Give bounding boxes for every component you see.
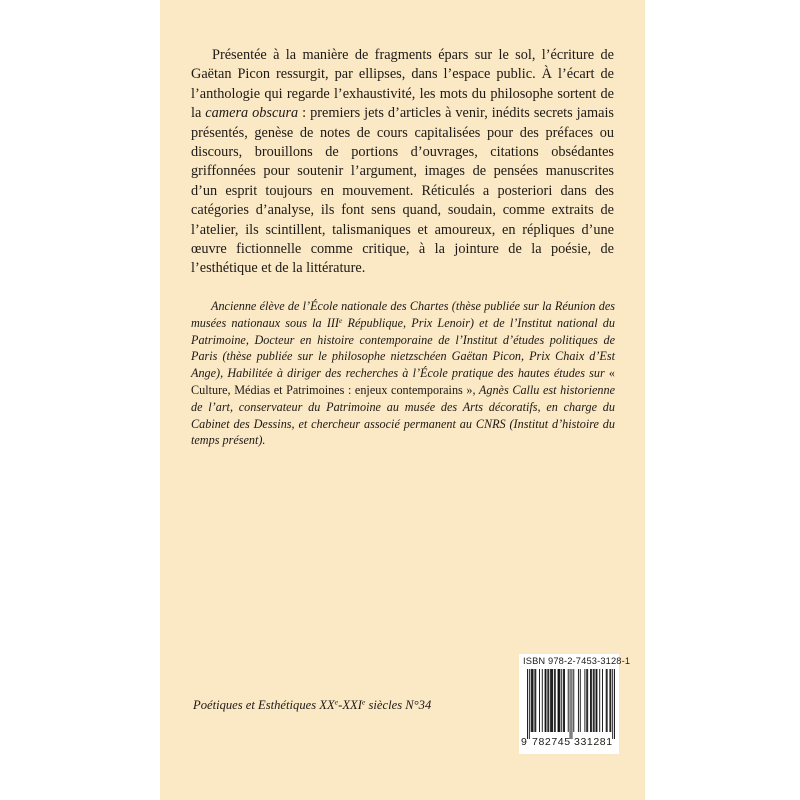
isbn-digit-lead: 9 (521, 736, 527, 748)
barcode-bar (606, 669, 607, 732)
barcode-bar (570, 669, 571, 739)
barcode-bar (555, 669, 556, 732)
bio-quote: « Culture, Médias et Patrimoines : enjeux contemporains » (191, 366, 615, 397)
barcode-bar (607, 669, 608, 732)
barcode-bar (573, 669, 574, 732)
barcode-bar (610, 669, 611, 732)
barcode-bar (558, 669, 559, 732)
barcode-bar (599, 669, 600, 732)
barcode-bar (547, 669, 548, 732)
barcode-bar (596, 669, 597, 732)
barcode-bar (551, 669, 552, 732)
barcode-bar (609, 669, 610, 732)
barcode-bar (550, 669, 551, 732)
barcode-bar (563, 669, 564, 732)
series-sup-2: e (361, 697, 366, 707)
author-bio-paragraph (191, 298, 615, 449)
isbn-digit-group-2: 331281 (574, 736, 613, 748)
barcode-bar (578, 669, 579, 732)
barcode-bar (535, 669, 536, 732)
barcode-bar (554, 669, 555, 732)
barcode-bar (539, 669, 540, 732)
barcode-bar (545, 669, 546, 732)
barcode-bar (559, 669, 560, 732)
blurb-paragraph (191, 46, 614, 279)
barcode-bar (602, 669, 603, 732)
bio-text-1: Ancienne élève de l’École nationale des Chartes (thèse publiée sur la Réunion des musées nationaux sous la III (191, 299, 615, 330)
barcode-bar (552, 669, 553, 732)
barcode-bar (533, 669, 534, 732)
barcode-bar (564, 669, 565, 732)
barcode-bar (558, 669, 559, 732)
barcode-bar (571, 669, 572, 739)
series-sup-1: e (334, 697, 339, 707)
barcode-bar (590, 669, 591, 732)
bio-superscript: e (339, 315, 343, 325)
blurb-text-1: Présentée à la manière de fragments épars sur le sol, l’écriture de Gaëtan Picon ressurgit, par ellipses, dans l’espace public. À l’écart de l’anthologie qui regarde l’exhaustivité, les mots du philosophe sortent de la (191, 47, 614, 122)
barcode-bar (612, 669, 613, 739)
barcode-bar (593, 669, 594, 732)
blurb-italic-term: camera obscura (205, 105, 299, 122)
barcode-image (527, 669, 615, 739)
barcode-bar (548, 669, 549, 732)
bio-text-2: République, Prix Lenoir) et de l’Institut national du Patrimoine, Docteur en histoire contemporaine de l’Institut d’études politiques de Paris (thèse publiée sur le philosophe nietzschéen Gaëtan Picon, Prix Chaix d’Est Ange), Habilitée à diriger des recherches à l’École pratique des hautes études sur (191, 315, 615, 381)
barcode-bar (584, 669, 585, 732)
series-title (193, 698, 431, 713)
series-text-1: Poétiques et Esthétiques XX (193, 698, 335, 712)
isbn-label: ISBN 978-2-7453-3128-1 (523, 656, 631, 666)
barcode-bar (542, 669, 543, 732)
series-text-3: siècles N°34 (365, 698, 432, 712)
isbn-barcode-block (519, 654, 631, 754)
series-text-2: -XXI (338, 698, 362, 712)
barcode-bar (529, 669, 530, 739)
barcode-bar (614, 669, 615, 739)
blurb-text-2: : premiers jets d’articles à venir, inédits secrets jamais présentés, genèse de notes de cours capitalisées pour des préfaces ou discours, brouillons de portions d’ouvrages, citations obsédantes griffonnées pour soutenir l’argument, images de pensées manuscrites d’un esprit toujours en mouvement. Réticulés a posteriori dans des catégories d’analyse, ils font sens quand, soudain, comme extraits de l’atelier, ils scintillent, talismaniques et amoureux, en répliques d’une œuvre fictionnelle comme critique, à la jointure de la poésie, de l’esthétique et de la littérature. (191, 105, 614, 277)
barcode-bar (532, 669, 533, 732)
barcode-bar (596, 669, 597, 732)
barcode-bar (561, 669, 562, 732)
barcode-bar (534, 669, 535, 732)
barcode-bar (587, 669, 588, 732)
barcode-bar (594, 669, 595, 732)
barcode-bar (527, 669, 528, 739)
isbn-digit-group-1: 782745 (532, 736, 571, 748)
barcode-bar (546, 669, 547, 732)
barcode-bar (591, 669, 592, 732)
barcode-bar (531, 669, 532, 732)
barcode-bar (580, 669, 581, 732)
bio-text-3: , Agnès Callu est historienne de l’art, conservateur du Patrimoine au musée des Arts décoratifs, en charge du Cabinet des Dessins, et chercheur associé permanent au CNRS (Institut d’histoire du temps présent). (191, 382, 615, 448)
barcode-bar (586, 669, 587, 732)
barcode-bar (568, 669, 569, 732)
